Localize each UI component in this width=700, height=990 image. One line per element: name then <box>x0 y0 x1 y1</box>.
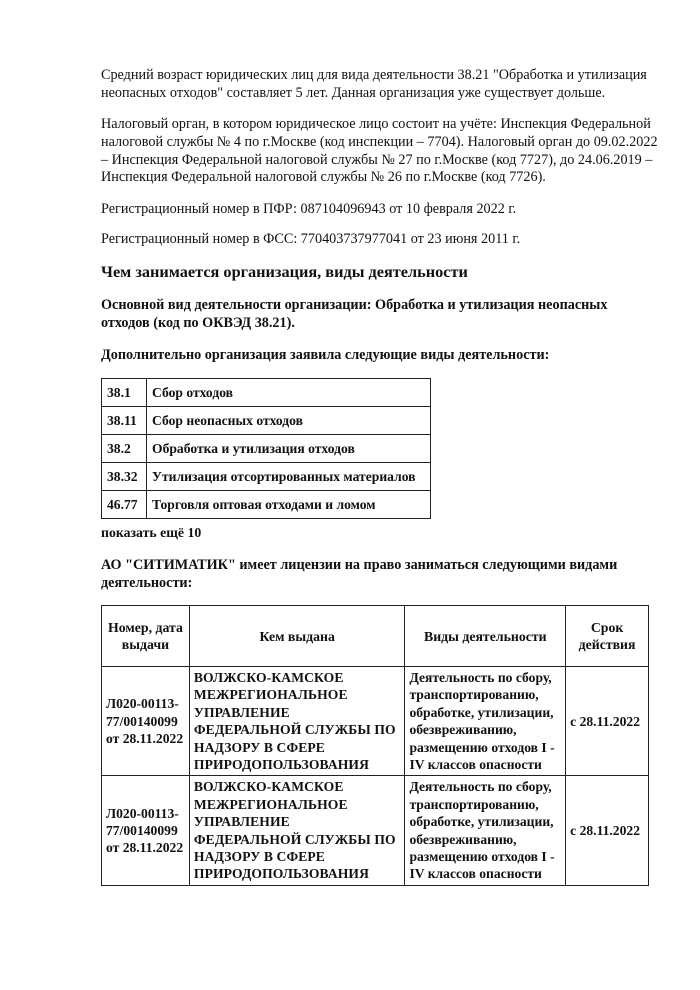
header-issuer: Кем выдана <box>189 606 405 667</box>
table-header-row <box>102 606 649 667</box>
okved-code: 38.32 <box>102 463 147 491</box>
show-more-link[interactable]: показать ещё 10 <box>101 525 202 540</box>
license-number: Л020-00113-77/00140099 от 28.11.2022 <box>102 667 190 776</box>
license-validity: с 28.11.2022 <box>566 776 649 885</box>
table-row <box>102 435 431 463</box>
licenses-table <box>101 605 649 886</box>
header-activity: Виды деятельности <box>405 606 566 667</box>
average-age-paragraph: Средний возраст юридических лиц для вида деятельности 38.21 "Обработка и утилизация неопасных отходов" составляет 5 лет. Данная организация уже существует дольше. <box>101 67 647 101</box>
okved-name: Торговля оптовая отходами и ломом <box>147 491 431 519</box>
additional-activities-intro: Дополнительно организация заявила следующие виды деятельности: <box>101 347 550 363</box>
okved-name: Обработка и утилизация отходов <box>147 435 431 463</box>
okved-name: Сбор неопасных отходов <box>147 407 431 435</box>
activities-heading: Чем занимается организация, виды деятельности <box>101 262 468 281</box>
table-row <box>102 667 649 776</box>
header-number-date: Номер, дата выдачи <box>102 606 190 667</box>
table-row <box>102 379 431 407</box>
pfr-registration: Регистрационный номер в ПФР: 087104096943 от 10 февраля 2022 г. <box>101 201 517 217</box>
okved-name: Сбор отходов <box>147 379 431 407</box>
license-activity: Деятельность по сбору, транспортированию, обработке, утилизации, обезвреживанию, размещению отходов I - IV классов опасности <box>405 667 566 776</box>
license-issuer: ВОЛЖСКО-КАМСКОЕ МЕЖРЕГИОНАЛЬНОЕ УПРАВЛЕНИЕ ФЕДЕРАЛЬНОЙ СЛУЖБЫ ПО НАДЗОРУ В СФЕРЕ ПРИРОДОПОЛЬЗОВАНИЯ <box>189 776 405 885</box>
main-activity: Основной вид деятельности организации: Обработка и утилизация неопасных отходов (код по ОКВЭД 38.21). <box>101 297 608 331</box>
table-row <box>102 776 649 885</box>
table-row <box>102 407 431 435</box>
okved-code: 46.77 <box>102 491 147 519</box>
okved-code: 38.2 <box>102 435 147 463</box>
okved-table <box>101 378 431 519</box>
okved-code: 38.11 <box>102 407 147 435</box>
license-validity: с 28.11.2022 <box>566 667 649 776</box>
tax-authority-paragraph: Налоговый орган, в котором юридическое лицо состоит на учёте: Инспекция Федеральной налоговой службы № 4 по г.Москве (код инспекции – 7704). Налоговый орган до 09.02.2022 – Инспекция Федеральной налоговой службы № 27 по г.Москве (код 7727), до 24.06.2019 – Инспекция Федеральной налоговой службы № 26 по г.Москве (код 7726). <box>101 116 658 186</box>
table-row <box>102 491 431 519</box>
license-issuer: ВОЛЖСКО-КАМСКОЕ МЕЖРЕГИОНАЛЬНОЕ УПРАВЛЕНИЕ ФЕДЕРАЛЬНОЙ СЛУЖБЫ ПО НАДЗОРУ В СФЕРЕ ПРИРОДОПОЛЬЗОВАНИЯ <box>189 667 405 776</box>
fss-registration: Регистрационный номер в ФСС: 770403737977041 от 23 июня 2011 г. <box>101 231 521 247</box>
okved-code: 38.1 <box>102 379 147 407</box>
license-activity: Деятельность по сбору, транспортированию, обработке, утилизации, обезвреживанию, размещению отходов I - IV классов опасности <box>405 776 566 885</box>
header-validity: Срок действия <box>566 606 649 667</box>
license-number: Л020-00113-77/00140099 от 28.11.2022 <box>102 776 190 885</box>
okved-name: Утилизация отсортированных материалов <box>147 463 431 491</box>
table-row <box>102 463 431 491</box>
licenses-intro: АО "СИТИМАТИК" имеет лицензии на право заниматься следующими видами деятельности: <box>101 557 618 591</box>
